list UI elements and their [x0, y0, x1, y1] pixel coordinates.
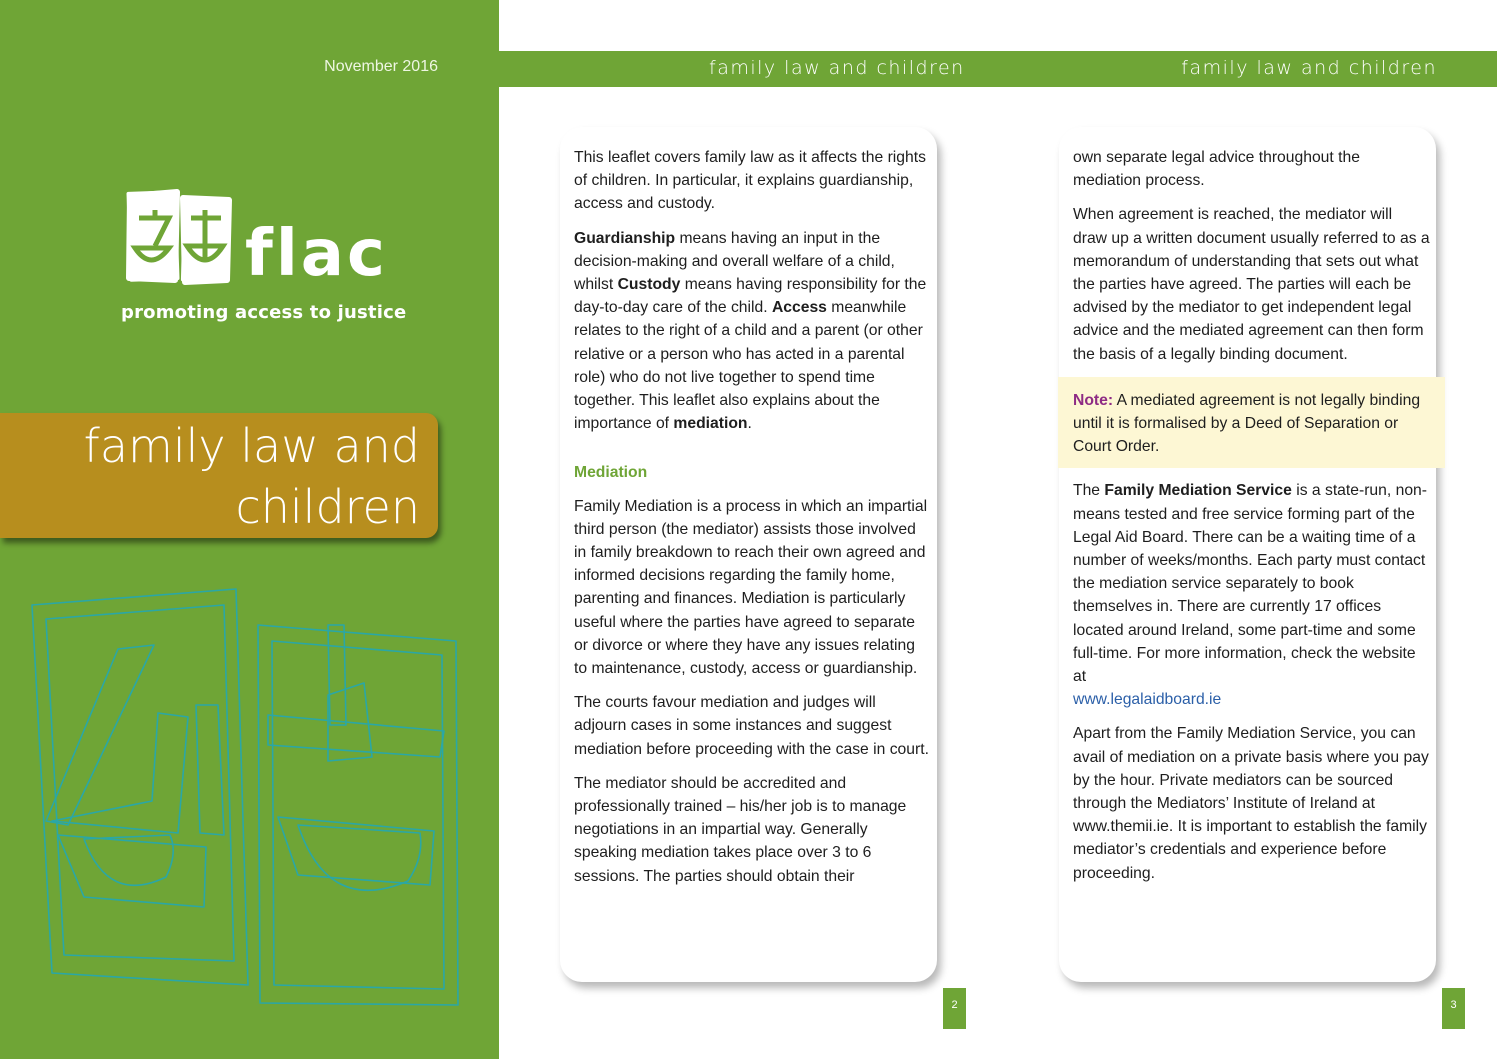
flac-wordmark: flac	[245, 217, 388, 291]
mediation-heading: Mediation	[574, 464, 648, 482]
family-mediation-service-paragraph	[1073, 479, 1430, 711]
page-3-body	[1073, 146, 1430, 896]
mediator-paragraph: The mediator should be accredited and professionally trained – his/her job is to manage negotiations in an impartial way. Generally speaking mediation takes place over 3 to 6 sessions. The parties should obtain their	[574, 774, 907, 885]
page-2-body	[574, 146, 931, 899]
page-number-3: 3	[1442, 988, 1465, 1029]
header-title-right: family law and children	[1181, 57, 1437, 79]
tagline: promoting access to justice	[121, 302, 407, 323]
agreement-paragraph: When agreement is reached, the mediator will draw up a written document usually referred to as a memorandum of understanding that sets out what the parties have agreed. The parties will each be advised by the mediator to get independent legal advice and the mediated agreement can then form the basis of a legally binding document.	[1073, 206, 1430, 363]
cover-title-line-1: family law and	[83, 419, 420, 473]
legal-aid-board-link[interactable]: www.legalaidboard.ie	[1073, 691, 1222, 709]
term-custody: Custody	[617, 276, 681, 294]
term-family-mediation-service: Family Mediation Service	[1104, 482, 1292, 500]
logo-outline-watermark-icon	[28, 585, 468, 1015]
publication-date: November 2016	[324, 58, 438, 75]
definition-text: means having an input in the decision-making and overall welfare of a child, whilst	[574, 229, 895, 294]
page-3-card	[1059, 127, 1436, 982]
note-box	[1058, 377, 1445, 469]
note-label: Note:	[1073, 391, 1114, 409]
private-mediation-paragraph: Apart from the Family Mediation Service, you can avail of mediation on a private basis where you pay by the hour. Private mediators can be sourced through the Mediators’ Institute of Ireland at www.themii.ie. It is important to establish the family mediator’s credentials and experience before proceeding.	[1073, 725, 1429, 882]
definition-end: .	[747, 415, 752, 433]
cover-title-line-2: children	[235, 480, 420, 534]
definitions-paragraph	[574, 227, 931, 436]
cover-page	[0, 0, 499, 1059]
cover-title-band	[0, 413, 438, 538]
definition-text: meanwhile relates to the right of a child and a parent (or other relative or a person who has acted in a parental role) who do not live together to spend time together. This leaflet also explains about the importance of	[574, 299, 923, 433]
fms-text: is a state-run, non-means tested and free service forming part of the Legal Aid Board. There can be a waiting time of a number of weeks/months. Each party must contact the mediation service separately to book themselves in. There are currently 17 offices located around Ireland, some part-time and some full-time. For more information, check the website at	[1073, 482, 1427, 686]
page-number-2: 2	[943, 988, 966, 1029]
page-2-card	[560, 127, 937, 982]
header-bar	[499, 51, 1497, 87]
term-mediation: mediation	[673, 415, 748, 433]
continued-paragraph: own separate legal advice throughout the mediation process.	[1073, 149, 1360, 190]
flac-logo-icon	[125, 188, 235, 288]
definition-text: means having responsibility for the day-to-day care of the child.	[574, 276, 927, 317]
term-access: Access	[771, 299, 827, 317]
family-mediation-paragraph: Family Mediation is a process in which an impartial third person (the mediator) assists those involved in family breakdown to reach their own agreed and informed decisions regarding the family home, parenting and finances. Mediation is particularly useful where the parties have agreed to separate or divorce or where they have any issues relating to maintenance, custody, access or guardianship.	[574, 497, 928, 678]
header-title-left: family law and children	[709, 57, 965, 79]
intro-paragraph: This leaflet covers family law as it affects the rights of children. In particular, it explains guardianship, access and custody.	[574, 149, 926, 213]
note-text: A mediated agreement is not legally binding until it is formalised by a Deed of Separation or Court Order.	[1073, 391, 1421, 456]
courts-paragraph: The courts favour mediation and judges will adjourn cases in some instances and suggest mediation before proceeding with the case in court.	[574, 694, 929, 758]
fms-pre: The	[1073, 482, 1105, 500]
term-guardianship: Guardianship	[574, 229, 676, 247]
